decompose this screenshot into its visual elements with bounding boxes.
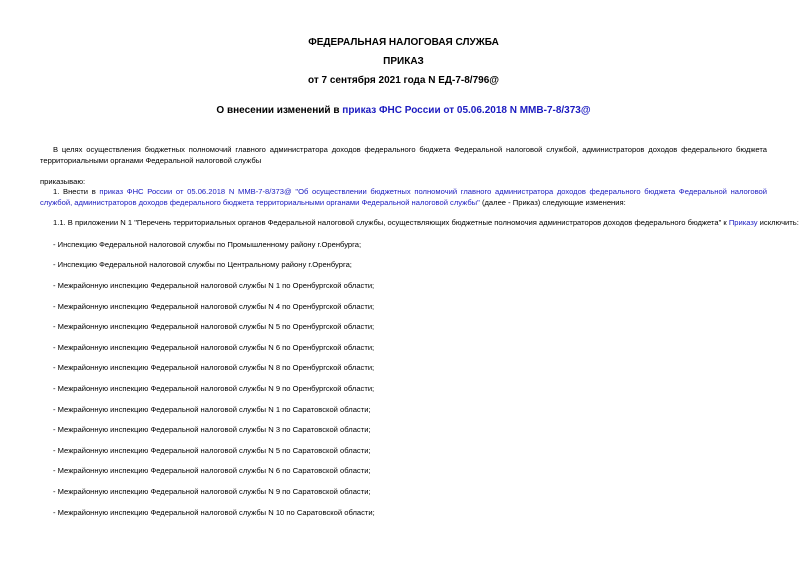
list-item: - Межрайонную инспекцию Федеральной налоговой службы N 3 по Саратовской области;: [53, 425, 371, 434]
item-1-suffix: (далее - Приказ) следующие изменения:: [479, 198, 626, 207]
subject-prefix: О внесении изменений в: [216, 105, 343, 116]
item-1-1-suffix: исключить:: [757, 218, 799, 227]
item-1-1-prefix: 1.1. В приложении N 1 "Перечень территориальных органов Федеральной налоговой службы, осуществляющих бюджетные полномочия администраторов доходов федерального бюджета" к: [53, 218, 729, 227]
item-1: [40, 186, 767, 208]
list-item: - Межрайонную инспекцию Федеральной налоговой службы N 9 по Саратовской области;: [53, 487, 371, 496]
item-1-link[interactable]: приказ ФНС России от 05.06.2018 N ММВ-7-8/373@ "Об осуществлении бюджетных полномочий главного администратора доходов федерального бюджета Федеральной налоговой службой, администраторов доходов федерального бюджета территориальными органами Федеральной налоговой службы": [40, 187, 767, 207]
list-item: - Инспекцию Федеральной налоговой службы по Промышленному району г.Оренбурга;: [53, 240, 362, 249]
list-item: - Инспекцию Федеральной налоговой службы по Центральному району г.Оренбурга;: [53, 260, 352, 269]
list-item: - Межрайонную инспекцию Федеральной налоговой службы N 5 по Саратовской области;: [53, 446, 371, 455]
list-item: - Межрайонную инспекцию Федеральной налоговой службы N 6 по Оренбургской области;: [53, 343, 375, 352]
list-item: - Межрайонную инспекцию Федеральной налоговой службы N 10 по Саратовской области;: [53, 508, 375, 517]
list-item: - Межрайонную инспекцию Федеральной налоговой службы N 9 по Оренбургской области;: [53, 384, 375, 393]
list-item: - Межрайонную инспекцию Федеральной налоговой службы N 6 по Саратовской области;: [53, 466, 371, 475]
list-item: - Межрайонную инспекцию Федеральной налоговой службы N 8 по Оренбургской области;: [53, 363, 375, 372]
intro-paragraph: В целях осуществления бюджетных полномочий главного администратора доходов федерального бюджета Федеральной налоговой службой, администраторов доходов федерального бюджета территориальными органами Федеральной налоговой службы: [40, 145, 767, 165]
item-1-1-link[interactable]: Приказу: [728, 218, 758, 227]
doc-subject: [0, 105, 807, 117]
agency-title: ФЕДЕРАЛЬНАЯ НАЛОГОВАЯ СЛУЖБА: [308, 37, 499, 48]
list-item: - Межрайонную инспекцию Федеральной налоговой службы N 5 по Оренбургской области;: [53, 322, 375, 331]
list-item: - Межрайонную инспекцию Федеральной налоговой службы N 1 по Саратовской области;: [53, 405, 371, 414]
list-item: - Межрайонную инспекцию Федеральной налоговой службы N 1 по Оренбургской области;: [53, 281, 375, 290]
item-1-1: [53, 218, 799, 228]
doc-type: ПРИКАЗ: [383, 56, 424, 67]
subject-link[interactable]: приказ ФНС России от 05.06.2018 N ММВ-7-8/373@: [342, 105, 591, 116]
list-item: - Межрайонную инспекцию Федеральной налоговой службы N 4 по Оренбургской области;: [53, 302, 375, 311]
item-1-prefix: 1. Внести в: [53, 187, 100, 196]
order-word: приказываю:: [40, 177, 86, 186]
doc-date-number: от 7 сентября 2021 года N ЕД-7-8/796@: [307, 75, 500, 86]
